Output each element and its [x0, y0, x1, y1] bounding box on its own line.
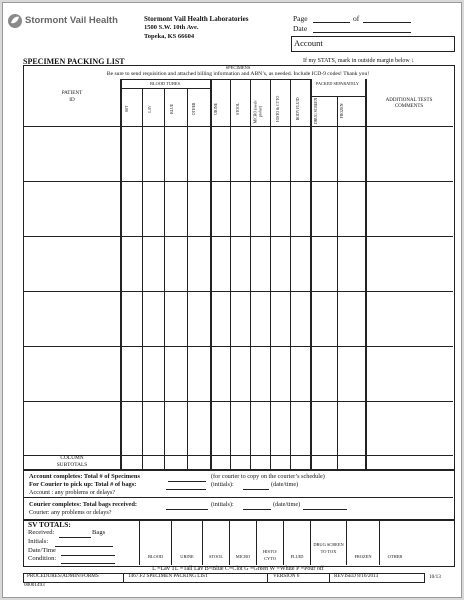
sv-col-blood: BLOOD — [147, 554, 164, 559]
sv-bags-label: Bags — [92, 529, 106, 536]
sv-condition-label: Condition: — [28, 555, 57, 562]
table-row[interactable] — [24, 291, 453, 292]
grid-col-line — [210, 79, 212, 469]
grid-col-line — [142, 88, 143, 469]
sv-initials-label: Initials: — [28, 538, 49, 545]
account-initials-field[interactable] — [243, 489, 269, 490]
courier-problems-label: Courier: any problems or delays? — [29, 509, 112, 516]
courier-bags-received-label: Courier completes: Total bags received: — [29, 501, 138, 508]
grid-col-line — [250, 79, 251, 469]
brand-name: Stormont Vail Health — [25, 15, 118, 26]
table-row[interactable] — [24, 236, 453, 237]
grid-col-line — [290, 79, 291, 469]
of-label: of — [353, 14, 360, 23]
column-subtotals-label-2: SUBTOTALS — [56, 462, 88, 468]
col-body-fluid: BODY FLUID — [296, 97, 301, 121]
account-problems-label: Account : any problems or delays? — [29, 489, 116, 496]
footer-form-name: 1467.F2 SPECIMEN PACKING LIST — [128, 573, 209, 579]
sv-condition-field[interactable] — [61, 563, 115, 564]
col-sst: SST — [125, 105, 130, 113]
account-datetime-label: (date/time) — [271, 481, 299, 488]
tube-legend: L =Lav TL =Tall Lav B=Blue C=Clot G =Green W =White P =Pour off — [152, 566, 324, 572]
sv-col-frozen: FROZEN — [354, 554, 372, 559]
table-row[interactable] — [24, 346, 453, 347]
col-histo-cyto: HISTO & CYTO — [276, 95, 281, 123]
sv-col-drug-screen: DRUG SCREEN TO TOX — [313, 542, 344, 554]
lab-address-line2: Topeka, KS 66604 — [144, 33, 195, 40]
blood-tubes-rule — [120, 88, 210, 89]
grid-col-line — [337, 96, 338, 469]
col-micro: MICRO (swab/ prober) — [253, 99, 262, 124]
footer-form-date: 10/13 — [429, 574, 441, 580]
stormont-vail-logo — [7, 13, 129, 29]
page-label: Page — [293, 14, 308, 23]
total-specimens-field[interactable] — [168, 481, 206, 482]
sv-datetime-label: Date/Time — [28, 547, 56, 554]
header-rule — [120, 79, 310, 80]
account-label: Account — [294, 38, 323, 48]
footer-department: PROCEDURES/ADMIN/FORMS — [27, 573, 99, 579]
section-divider — [24, 497, 453, 498]
footer-form-number: 00001493 — [24, 582, 45, 588]
sv-totals-box — [23, 519, 455, 567]
sv-totals-title: SV TOTALS: — [28, 520, 71, 529]
sv-col-urine: URINE — [180, 554, 194, 559]
lab-address-line1: 1500 S.W. 10th Ave. — [144, 24, 199, 31]
sv-initials-field[interactable] — [55, 546, 113, 547]
footer-divider — [329, 573, 330, 583]
page-total-field[interactable] — [363, 22, 411, 23]
additional-tests-heading-2: COMMENTS — [394, 104, 424, 109]
sv-col-micro: MICRO — [235, 554, 251, 559]
table-row[interactable] — [24, 181, 453, 182]
col-blue: BLUE — [170, 103, 175, 114]
leaf-logo-icon — [7, 13, 23, 29]
date-label: Date — [293, 24, 308, 33]
packed-separately-heading: PACKED SEPARATELY — [316, 81, 359, 86]
date-field[interactable] — [313, 32, 411, 33]
col-lav: LAV — [148, 105, 153, 113]
sv-col-fluid: FLUID — [290, 554, 304, 559]
footer-divider — [123, 573, 124, 583]
sv-received-label: Received: — [28, 529, 55, 536]
col-drug-screen: DRUG SCREEN — [314, 97, 319, 125]
sv-col-other: OTHER — [387, 554, 403, 559]
grid-col-line — [230, 79, 231, 469]
sv-received-field[interactable] — [59, 537, 91, 538]
sv-col-histo-cyto: HISTO/ CYTO — [262, 549, 278, 561]
grid-col-line — [120, 79, 122, 469]
specimens-heading: SPECIMENS — [225, 65, 251, 70]
patient-id-heading-2: ID — [69, 97, 75, 103]
courier-bags-received-field[interactable] — [166, 509, 208, 510]
courier-datetime-field[interactable] — [303, 509, 347, 510]
col-other: OTHER — [192, 102, 197, 116]
grid-col-line — [365, 79, 367, 469]
stats-note: If my STATS, mark in outside margin below ↓ — [303, 58, 415, 64]
instructions-text: Be sure to send requisition and attached billing information and ABN’s, as needed. Include ICD-9 codes! Thank you! — [106, 71, 370, 77]
header-bottom-rule — [24, 126, 453, 127]
account-initials-label: (initials): — [211, 481, 234, 488]
grid-col-line — [310, 79, 312, 469]
specimen-packing-list-form — [2, 2, 462, 598]
sv-datetime-field[interactable] — [61, 555, 115, 556]
courier-schedule-note: (for courier to copy on the courier’s schedule) — [211, 473, 325, 480]
account-total-specimens-label: Account completes: Total # of Specimens — [29, 473, 140, 480]
col-urine: URINE — [214, 103, 219, 115]
courier-datetime-label: (date/time) — [273, 501, 301, 508]
grid-col-line — [270, 79, 271, 469]
col-stool: STOOL — [236, 102, 241, 115]
courier-initials-field[interactable] — [243, 509, 271, 510]
grid-col-line — [187, 88, 188, 469]
column-subtotals-label-1: COLUMN — [60, 455, 84, 461]
additional-tests-heading-1: ADDITIONAL TESTS — [385, 98, 433, 103]
blood-tubes-heading: BLOOD TUBES — [149, 81, 181, 86]
table-row[interactable] — [24, 401, 453, 402]
lab-name: Stormont Vail Health Laboratories — [144, 15, 249, 23]
form-title: SPECIMEN PACKING LIST — [23, 57, 125, 66]
pickup-bags-field[interactable] — [166, 489, 206, 490]
page-number-field[interactable] — [313, 22, 350, 23]
sv-col-stool: STOOL — [208, 554, 224, 559]
footer-divider — [267, 573, 268, 583]
col-frozen: FROZEN — [340, 103, 345, 119]
patient-id-heading-1: PATIENT — [61, 90, 83, 96]
footer-revised: REVISED 8/16/2013 — [334, 573, 379, 579]
footer-version: VERSION 6 — [273, 573, 300, 579]
grid-col-line — [164, 88, 165, 469]
courier-pickup-bags-label: For Courier to pick up: Total # of bags: — [29, 481, 137, 488]
courier-initials-label: (initials): — [211, 501, 234, 508]
